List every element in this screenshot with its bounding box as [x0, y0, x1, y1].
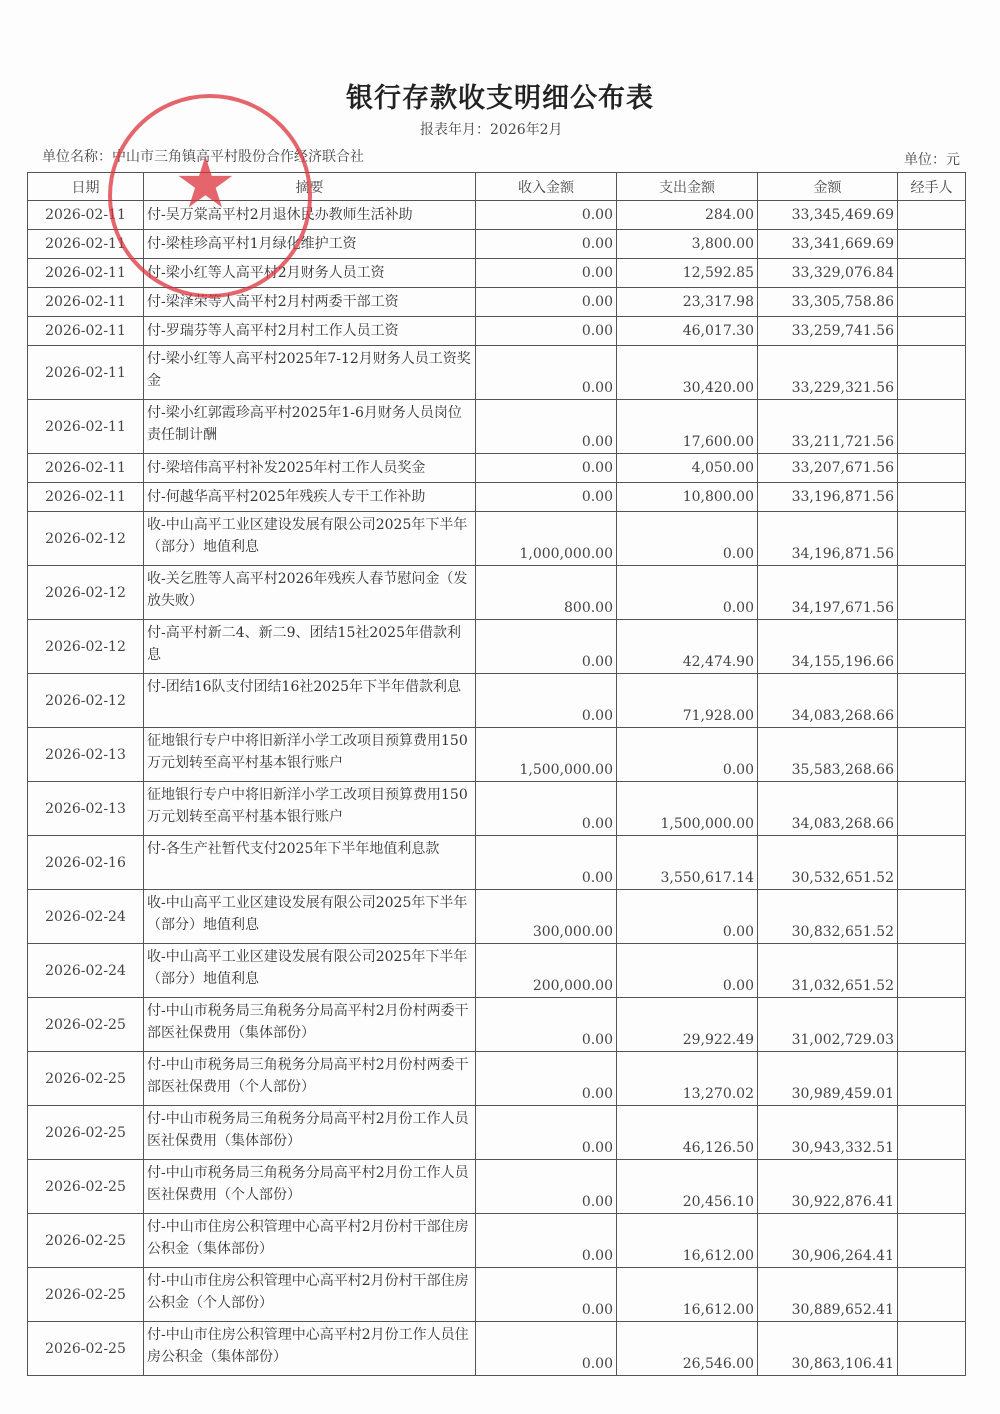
cell-date: 2026-02-16 — [28, 836, 144, 890]
cell-income: 0.00 — [476, 674, 617, 728]
table-row — [28, 620, 966, 674]
cell-balance: 30,863,106.41 — [758, 1322, 898, 1376]
cell-income: 0.00 — [476, 1268, 617, 1322]
unit-name: 单位名称：中山市三角镇高平村股份合作经济联合社 — [42, 149, 364, 165]
cell-expense: 12,592.85 — [617, 259, 758, 288]
table-row — [28, 1214, 966, 1268]
cell-summary: 付-梁桂珍高平村1月绿化维护工资 — [144, 230, 476, 259]
cell-income: 200,000.00 — [476, 944, 617, 998]
cell-date: 2026-02-11 — [28, 454, 144, 483]
cell-balance: 34,155,196.66 — [758, 620, 898, 674]
cell-balance: 33,196,871.56 — [758, 483, 898, 512]
cell-income: 0.00 — [476, 620, 617, 674]
cell-date: 2026-02-24 — [28, 890, 144, 944]
cell-date: 2026-02-25 — [28, 998, 144, 1052]
cell-date: 2026-02-11 — [28, 400, 144, 454]
cell-summary: 付-梁小红等人高平村2月财务人员工资 — [144, 259, 476, 288]
cell-balance: 30,532,651.52 — [758, 836, 898, 890]
cell-handler — [898, 620, 966, 674]
cell-expense: 0.00 — [617, 566, 758, 620]
cell-date: 2026-02-12 — [28, 566, 144, 620]
cell-date: 2026-02-11 — [28, 483, 144, 512]
table-row — [28, 836, 966, 890]
table-row — [28, 1268, 966, 1322]
table-row — [28, 230, 966, 259]
cell-income: 0.00 — [476, 259, 617, 288]
cell-summary: 收-中山高平工业区建设发展有限公司2025年下半年（部分）地值利息 — [144, 512, 476, 566]
table-row — [28, 890, 966, 944]
cell-handler — [898, 512, 966, 566]
cell-income: 0.00 — [476, 201, 617, 230]
table-row — [28, 728, 966, 782]
table-row — [28, 1160, 966, 1214]
ledger-table — [27, 172, 966, 1376]
cell-date: 2026-02-11 — [28, 317, 144, 346]
table-row — [28, 1106, 966, 1160]
table-row — [28, 998, 966, 1052]
cell-date: 2026-02-25 — [28, 1322, 144, 1376]
cell-expense: 3,550,617.14 — [617, 836, 758, 890]
cell-handler — [898, 1160, 966, 1214]
cell-summary: 收-中山高平工业区建设发展有限公司2025年下半年（部分）地值利息 — [144, 944, 476, 998]
cell-balance: 31,002,729.03 — [758, 998, 898, 1052]
cell-handler — [898, 782, 966, 836]
cell-date: 2026-02-12 — [28, 620, 144, 674]
cell-expense: 16,612.00 — [617, 1214, 758, 1268]
cell-handler — [898, 1268, 966, 1322]
cell-summary: 付-梁泽荣等人高平村2月村两委干部工资 — [144, 288, 476, 317]
cell-handler — [898, 674, 966, 728]
header-row — [28, 173, 966, 201]
table-row — [28, 1322, 966, 1376]
table-row — [28, 483, 966, 512]
cell-income: 0.00 — [476, 1322, 617, 1376]
cell-handler — [898, 400, 966, 454]
table-row — [28, 317, 966, 346]
table-row — [28, 454, 966, 483]
cell-income: 1,500,000.00 — [476, 728, 617, 782]
cell-date: 2026-02-11 — [28, 346, 144, 400]
cell-handler — [898, 288, 966, 317]
header-date: 日期 — [28, 173, 144, 201]
cell-expense: 17,600.00 — [617, 400, 758, 454]
cell-balance: 33,305,758.86 — [758, 288, 898, 317]
cell-balance: 34,196,871.56 — [758, 512, 898, 566]
cell-summary: 付-高平村新二4、新二9、团结15社2025年借款利息 — [144, 620, 476, 674]
cell-income: 800.00 — [476, 566, 617, 620]
cell-income: 0.00 — [476, 1214, 617, 1268]
table-row — [28, 1052, 966, 1106]
cell-summary: 付-中山市税务局三角税务分局高平村2月份村两委干部医社保费用（集体部份） — [144, 998, 476, 1052]
cell-handler — [898, 566, 966, 620]
cell-balance: 34,083,268.66 — [758, 674, 898, 728]
cell-expense: 0.00 — [617, 512, 758, 566]
cell-date: 2026-02-25 — [28, 1160, 144, 1214]
cell-summary: 付-何越华高平村2025年残疾人专干工作补助 — [144, 483, 476, 512]
header-handler: 经手人 — [898, 173, 966, 201]
cell-income: 0.00 — [476, 400, 617, 454]
cell-expense: 42,474.90 — [617, 620, 758, 674]
cell-handler — [898, 346, 966, 400]
cell-balance: 33,211,721.56 — [758, 400, 898, 454]
cell-income: 300,000.00 — [476, 890, 617, 944]
cell-summary: 付-中山市住房公积管理中心高平村2月份工作人员住房公积金（集体部份） — [144, 1322, 476, 1376]
cell-balance: 33,207,671.56 — [758, 454, 898, 483]
cell-expense: 1,500,000.00 — [617, 782, 758, 836]
table-row — [28, 944, 966, 998]
cell-date: 2026-02-11 — [28, 201, 144, 230]
cell-summary: 征地银行专户中将旧新洋小学工改项目预算费用150万元划转至高平村基本银行账户 — [144, 728, 476, 782]
table-row — [28, 566, 966, 620]
cell-handler — [898, 1214, 966, 1268]
cell-expense: 4,050.00 — [617, 454, 758, 483]
table-row — [28, 674, 966, 728]
cell-date: 2026-02-25 — [28, 1106, 144, 1160]
cell-balance: 30,989,459.01 — [758, 1052, 898, 1106]
cell-expense: 16,612.00 — [617, 1268, 758, 1322]
cell-handler — [898, 259, 966, 288]
cell-summary: 付-各生产社暂代支付2025年下半年地值利息款 — [144, 836, 476, 890]
table-row — [28, 259, 966, 288]
cell-balance: 30,832,651.52 — [758, 890, 898, 944]
cell-expense: 20,456.10 — [617, 1160, 758, 1214]
table-row — [28, 782, 966, 836]
report-period: 报表年月：2026年2月 — [420, 122, 563, 138]
cell-summary: 征地银行专户中将旧新洋小学工改项目预算费用150万元划转至高平村基本银行账户 — [144, 782, 476, 836]
cell-expense: 0.00 — [617, 728, 758, 782]
table-row — [28, 400, 966, 454]
header-summary: 摘要 — [144, 173, 476, 201]
cell-handler — [898, 201, 966, 230]
cell-summary: 付-梁小红等人高平村2025年7-12月财务人员工资奖金 — [144, 346, 476, 400]
cell-income: 0.00 — [476, 998, 617, 1052]
cell-income: 0.00 — [476, 483, 617, 512]
header-expense: 支出金额 — [617, 173, 758, 201]
cell-balance: 30,922,876.41 — [758, 1160, 898, 1214]
cell-handler — [898, 998, 966, 1052]
cell-income: 0.00 — [476, 836, 617, 890]
cell-expense: 46,126.50 — [617, 1106, 758, 1160]
cell-date: 2026-02-25 — [28, 1214, 144, 1268]
cell-handler — [898, 890, 966, 944]
table-row — [28, 512, 966, 566]
cell-expense: 284.00 — [617, 201, 758, 230]
cell-summary: 付-中山市住房公积管理中心高平村2月份村干部住房公积金（集体部份） — [144, 1214, 476, 1268]
cell-summary: 付-团结16队支付团结16社2025年下半年借款利息 — [144, 674, 476, 728]
cell-date: 2026-02-11 — [28, 230, 144, 259]
cell-handler — [898, 483, 966, 512]
table-row — [28, 201, 966, 230]
cell-date: 2026-02-13 — [28, 782, 144, 836]
cell-expense: 0.00 — [617, 890, 758, 944]
cell-expense: 3,800.00 — [617, 230, 758, 259]
cell-balance: 33,259,741.56 — [758, 317, 898, 346]
cell-balance: 30,943,332.51 — [758, 1106, 898, 1160]
cell-handler — [898, 944, 966, 998]
cell-expense: 13,270.02 — [617, 1052, 758, 1106]
cell-handler — [898, 454, 966, 483]
cell-date: 2026-02-25 — [28, 1268, 144, 1322]
cell-handler — [898, 1322, 966, 1376]
cell-balance: 33,229,321.56 — [758, 346, 898, 400]
cell-expense: 29,922.49 — [617, 998, 758, 1052]
cell-balance: 34,083,268.66 — [758, 782, 898, 836]
cell-summary: 付-中山市税务局三角税务分局高平村2月份工作人员医社保费用（集体部份） — [144, 1106, 476, 1160]
cell-balance: 33,345,469.69 — [758, 201, 898, 230]
cell-handler — [898, 230, 966, 259]
table-row — [28, 288, 966, 317]
cell-expense: 10,800.00 — [617, 483, 758, 512]
cell-balance: 30,906,264.41 — [758, 1214, 898, 1268]
header-balance: 金额 — [758, 173, 898, 201]
cell-balance: 31,032,651.52 — [758, 944, 898, 998]
cell-summary: 付-罗瑞芬等人高平村2月村工作人员工资 — [144, 317, 476, 346]
cell-handler — [898, 1106, 966, 1160]
cell-income: 0.00 — [476, 317, 617, 346]
cell-summary: 收-关乞胜等人高平村2026年残疾人春节慰问金（发放失败） — [144, 566, 476, 620]
cell-handler — [898, 317, 966, 346]
cell-income: 0.00 — [476, 288, 617, 317]
cell-balance: 33,341,669.69 — [758, 230, 898, 259]
cell-handler — [898, 1052, 966, 1106]
cell-balance: 33,329,076.84 — [758, 259, 898, 288]
cell-expense: 71,928.00 — [617, 674, 758, 728]
cell-summary: 付-梁小红郭霞珍高平村2025年1-6月财务人员岗位责任制计酬 — [144, 400, 476, 454]
cell-date: 2026-02-24 — [28, 944, 144, 998]
cell-date: 2026-02-12 — [28, 674, 144, 728]
cell-expense: 46,017.30 — [617, 317, 758, 346]
cell-income: 0.00 — [476, 1160, 617, 1214]
cell-expense: 30,420.00 — [617, 346, 758, 400]
cell-date: 2026-02-12 — [28, 512, 144, 566]
cell-income: 0.00 — [476, 1106, 617, 1160]
header-income: 收入金额 — [476, 173, 617, 201]
cell-summary: 付-中山市税务局三角税务分局高平村2月份村两委干部医社保费用（个人部份） — [144, 1052, 476, 1106]
cell-date: 2026-02-11 — [28, 288, 144, 317]
cell-summary: 付-吴万棠高平村2月退休民办教师生活补助 — [144, 201, 476, 230]
cell-income: 0.00 — [476, 454, 617, 483]
cell-summary: 付-梁培伟高平村补发2025年村工作人员奖金 — [144, 454, 476, 483]
cell-handler — [898, 728, 966, 782]
table-row — [28, 346, 966, 400]
cell-balance: 30,889,652.41 — [758, 1268, 898, 1322]
cell-handler — [898, 836, 966, 890]
cell-summary: 付-中山市税务局三角税务分局高平村2月份工作人员医社保费用（个人部份） — [144, 1160, 476, 1214]
cell-income: 0.00 — [476, 346, 617, 400]
cell-date: 2026-02-13 — [28, 728, 144, 782]
currency-unit: 单位：元 — [904, 152, 960, 168]
cell-summary: 收-中山高平工业区建设发展有限公司2025年下半年（部分）地值利息 — [144, 890, 476, 944]
cell-balance: 34,197,671.56 — [758, 566, 898, 620]
cell-date: 2026-02-11 — [28, 259, 144, 288]
cell-expense: 0.00 — [617, 944, 758, 998]
cell-expense: 26,546.00 — [617, 1322, 758, 1376]
cell-summary: 付-中山市住房公积管理中心高平村2月份村干部住房公积金（个人部份） — [144, 1268, 476, 1322]
document-title: 银行存款收支明细公布表 — [346, 83, 654, 114]
cell-income: 0.00 — [476, 782, 617, 836]
star-icon: ★ — [174, 142, 237, 224]
cell-income: 1,000,000.00 — [476, 512, 617, 566]
cell-date: 2026-02-25 — [28, 1052, 144, 1106]
cell-expense: 23,317.98 — [617, 288, 758, 317]
cell-balance: 35,583,268.66 — [758, 728, 898, 782]
cell-income: 0.00 — [476, 230, 617, 259]
cell-income: 0.00 — [476, 1052, 617, 1106]
